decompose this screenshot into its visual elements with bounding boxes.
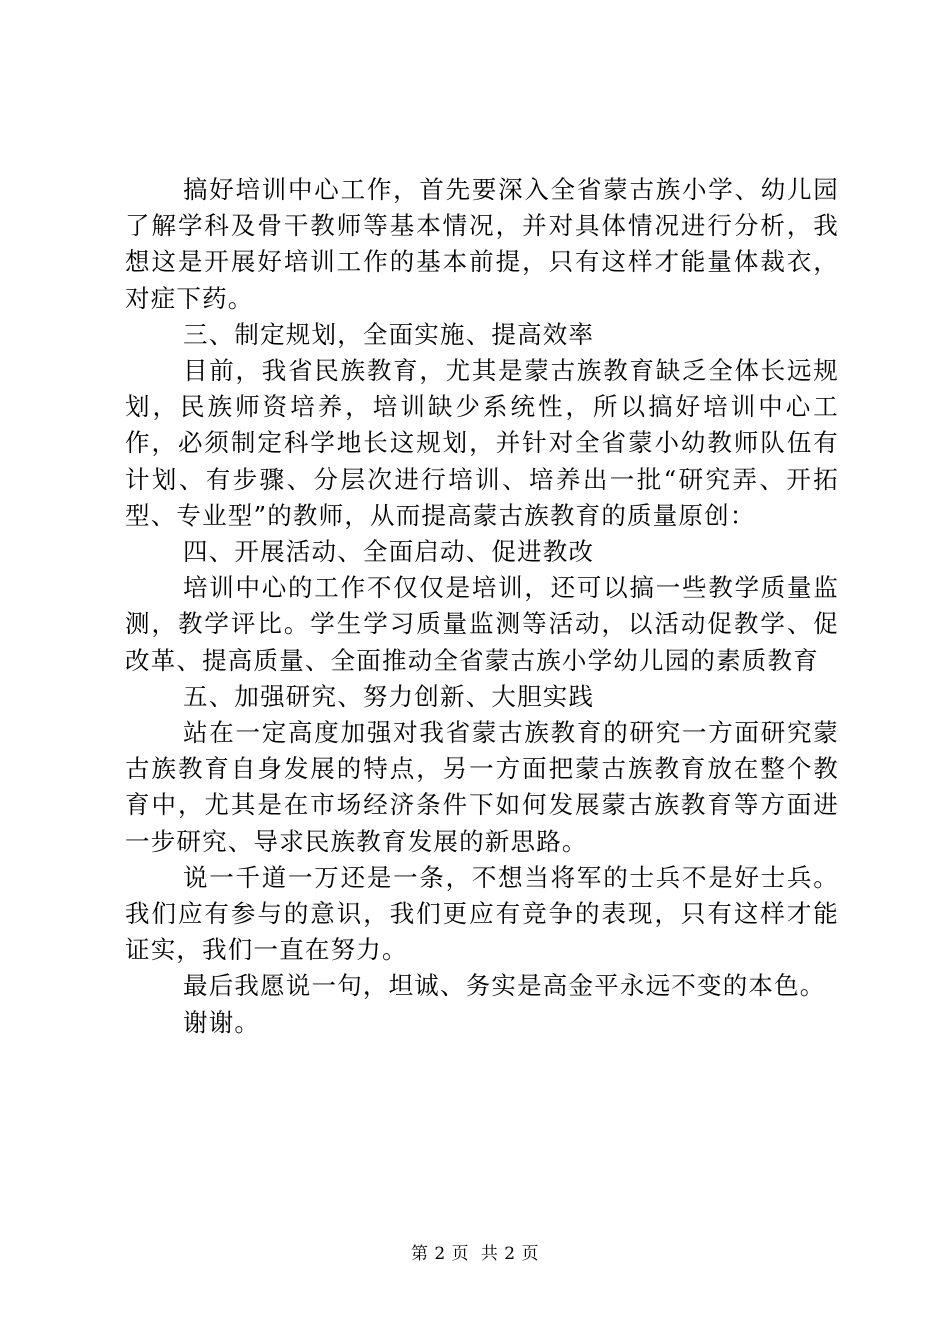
heading-section-3: 三、制定规划，全面实施、提高效率	[183, 319, 595, 349]
paragraph-section-3: 目前，我省民族教育，尤其是蒙古族教育缺乏全体长远规划，民族师资培养，培训缺少系统性，所以搞好培训中心工作，必须制定科学地长这规划，并针对全省蒙小幼教师队伍有计划、有步骤、分层次进行培训、培养出一批“研究弄、开拓型、专业型”的教师，从而提高蒙古族教育的质量原创：	[125, 356, 839, 530]
paragraph-section-4: 培训中心的工作不仅仅是培训，还可以搞一些教学质量监测，教学评比。学生学习质量监测等活动，以活动促教学、促改革、提高质量、全面推动全省蒙古族小学幼儿园的素质教育	[125, 573, 839, 675]
heading-section-4: 四、开展活动、全面启动、促进教改	[183, 537, 595, 567]
paragraph-thanks: 谢谢。	[183, 1007, 261, 1037]
paragraph-intro: 搞好培训中心工作，首先要深入全省蒙古族小学、幼儿园了解学科及骨干教师等基本情况，并对具体情况进行分析，我想这是开展好培训工作的基本前提，只有这样才能量体裁衣，对症下药。	[125, 175, 839, 313]
page-number: 第 2 页 共 2 页	[410, 1244, 540, 1264]
paragraph-section-5: 站在一定高度加强对我省蒙古族教育的研究一方面研究蒙古族教育自身发展的特点，另一方面把蒙古族教育放在整个教育中，尤其是在市场经济条件下如何发展蒙古族教育等方面进一步研究、导求民族教育发展的新思路。	[125, 718, 839, 856]
paragraph-closing: 说一千道一万还是一条，不想当将军的士兵不是好士兵。我们应有参与的意识，我们更应有竞争的表现，只有这样才能证实，我们一直在努力。	[125, 862, 839, 965]
heading-section-5: 五、加强研究、努力创新、大胆实践	[183, 681, 595, 711]
paragraph-final-remark: 最后我愿说一句，坦诚、务实是高金平永远不变的本色。	[183, 971, 826, 1001]
page-footer	[0, 1243, 950, 1265]
document-body	[125, 172, 839, 1041]
